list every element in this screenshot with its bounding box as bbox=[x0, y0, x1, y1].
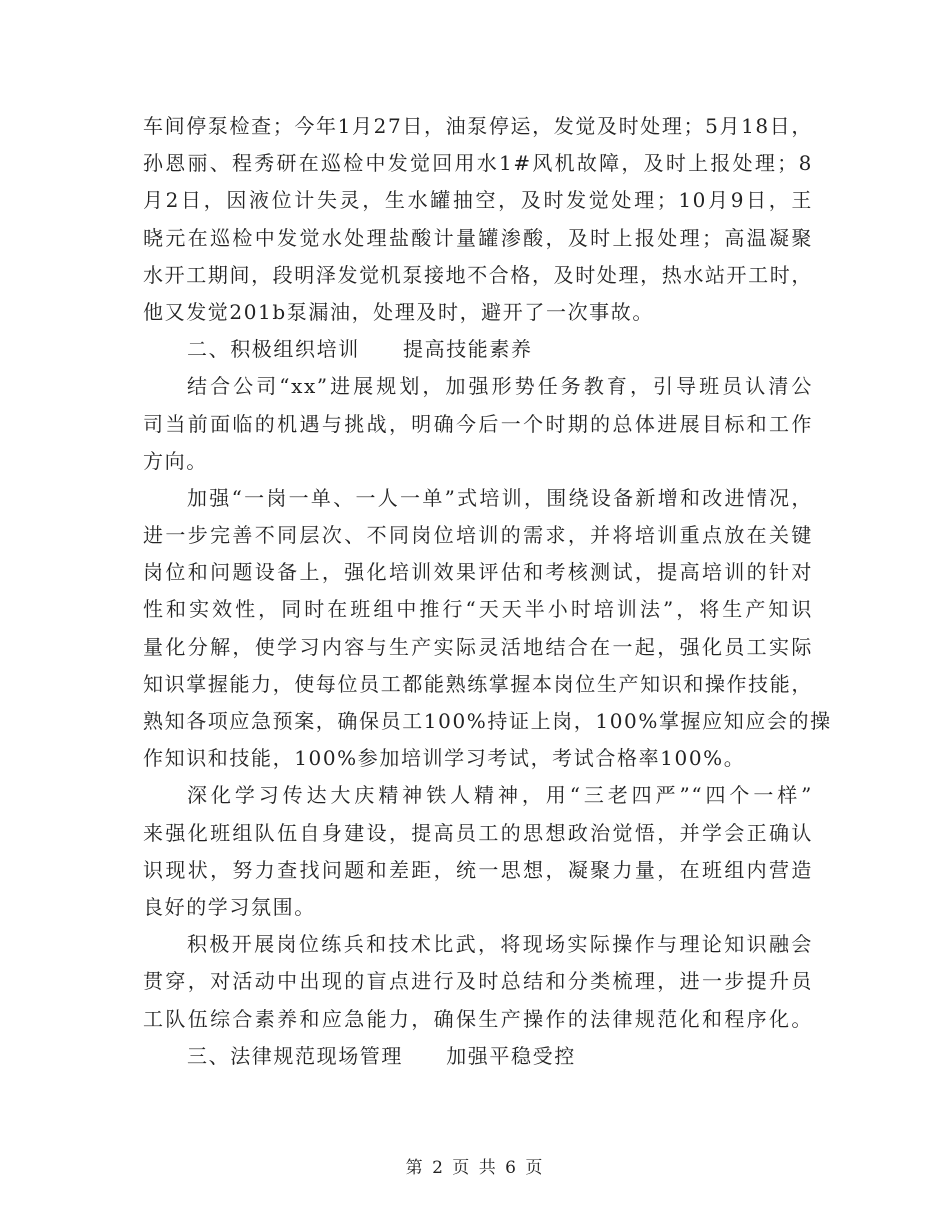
text-line: 岗位和问题设备上，强化培训效果评估和考核测试，提高培训的针对 bbox=[143, 560, 813, 585]
section-heading: 二、积极组织培训 提高技能素养 bbox=[187, 337, 533, 362]
text-line: 孙恩丽、程秀研在巡检中发觉回用水1#风机故障，及时上报处理；8 bbox=[143, 151, 813, 176]
text-line: 加强“一岗一单、一人一单”式培训，围绕设备新增和改进情况， bbox=[187, 485, 813, 510]
text-line: 识现状，努力查找问题和差距，统一思想，凝聚力量，在班组内营造 bbox=[143, 857, 813, 882]
text-line: 良好的学习氛围。 bbox=[143, 894, 316, 919]
text-line: 月2日，因液位计失灵，生水罐抽空，及时发觉处理；10月9日，王 bbox=[143, 188, 813, 213]
text-line: 工队伍综合素养和应急能力，确保生产操作的法律规范化和程序化。 bbox=[143, 1006, 813, 1031]
text-line: 量化分解，使学习内容与生产实际灵活地结合在一起，强化员工实际 bbox=[143, 634, 813, 659]
document-body bbox=[143, 108, 832, 1075]
text-line: 晓元在巡检中发觉水处理盐酸计量罐渗酸，及时上报处理；高温凝聚 bbox=[143, 225, 813, 250]
text-line: 熟知各项应急预案，确保员工100%持证上岗，100%掌握应知应会的操 bbox=[143, 709, 832, 733]
text-line: 贯穿，对活动中出现的盲点进行及时总结和分类梳理，进一步提升员 bbox=[143, 969, 813, 994]
text-line: 方向。 bbox=[143, 448, 208, 473]
text-line: 作知识和技能，100%参加培训学习考试，考试合格率100%。 bbox=[143, 746, 746, 771]
text-line: 他又发觉201b泵漏油，处理及时，避开了一次事故。 bbox=[143, 299, 654, 324]
text-line: 司当前面临的机遇与挑战，明确今后一个时期的总体进展目标和工作 bbox=[143, 411, 813, 436]
text-line: 水开工期间，段明泽发觉机泵接地不合格，及时处理，热水站开工时， bbox=[143, 262, 813, 287]
text-line: 来强化班组队伍自身建设，提高员工的思想政治觉悟，并学会正确认 bbox=[143, 820, 813, 845]
text-line: 知识掌握能力，使每位员工都能熟练掌握本岗位生产知识和操作技能， bbox=[143, 671, 813, 696]
section-heading: 三、法律规范现场管理 加强平稳受控 bbox=[187, 1043, 576, 1068]
text-line: 结合公司“xx”进展规划，加强形势任务教育，引导班员认清公 bbox=[187, 374, 813, 399]
text-line: 车间停泵检查；今年1月27日，油泵停运，发觉及时处理；5月18日， bbox=[143, 114, 813, 138]
text-line: 性和实效性，同时在班组中推行“天天半小时培训法”，将生产知识 bbox=[143, 597, 813, 622]
page-number: 第 2 页 共 6 页 bbox=[405, 1158, 545, 1178]
text-line: 深化学习传达大庆精神铁人精神，用“三老四严”“四个一样” bbox=[187, 783, 813, 808]
text-line: 积极开展岗位练兵和技术比武，将现场实际操作与理论知识融会 bbox=[187, 932, 813, 957]
text-line: 进一步完善不同层次、不同岗位培训的需求，并将培训重点放在关键 bbox=[143, 523, 813, 548]
